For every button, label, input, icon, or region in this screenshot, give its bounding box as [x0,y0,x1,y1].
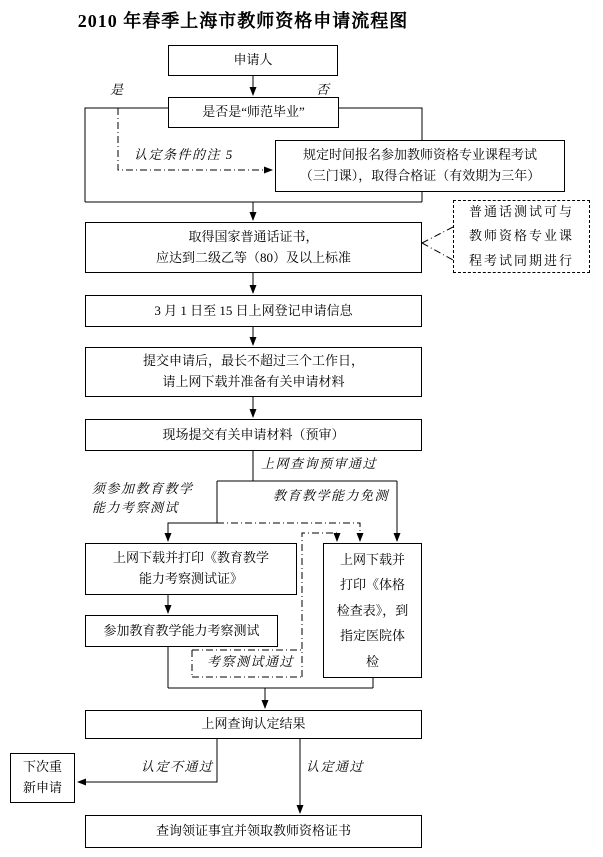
label-test-exempt: 教育教学能力免测 [273,488,390,503]
label-approved: 认定通过 [306,759,365,774]
node-onsite-submit-text: 现场提交有关申请材料（预审） [162,426,345,442]
node-check-result [85,710,422,739]
node-reapply-line1: 下次重 [22,759,62,775]
node-mandarin-cert-line1: 取得国家普通话证书， [188,228,319,244]
node-print-test-cert-line2: 能力考察测试证》 [138,571,243,586]
label-test-passed: 考察测试通过 [207,654,295,669]
node-prepare-line1: 提交申请后，最长不超过三个工作日， [142,353,364,369]
node-course-exam-line2: （三门课），取得合格证（有效期为三年） [299,168,541,183]
node-prepare-line2: 请上网下载并准备有关申请材料 [162,374,345,389]
page-title: 2010 年春季上海市教师资格申请流程图 [77,11,409,31]
note-mandarin-line2: 教师资格专业课 [468,228,574,244]
label-no: 否 [316,82,331,97]
label-must-take-test-line1: 须参加教育教学 [92,481,194,496]
label-must-take-test [92,480,194,518]
node-get-certificate [85,815,422,848]
node-online-register [85,295,422,327]
label-note5: 认定条件的注 5 [134,147,234,162]
node-reapply-line2: 新申请 [22,780,62,795]
note-mandarin-line3: 程考试同期进行 [468,252,574,268]
node-take-test [85,615,278,647]
node-check-result-text: 上网查询认定结果 [201,716,306,732]
connector-note-callout-upper [422,227,453,243]
label-must-take-test-line2: 能力考察测试 [92,499,180,515]
node-physical-line2: 打印《体格 [339,577,405,593]
node-physical-line1: 上网下载并 [339,552,405,568]
node-physical-line5: 检 [365,653,379,669]
node-print-test-cert [85,543,297,595]
note-mandarin-test [453,200,590,273]
node-print-test-cert-line1: 上网下载并打印《教育教学 [112,550,269,566]
node-physical-exam [323,543,422,678]
node-reapply [10,753,75,803]
label-yes: 是 [110,82,125,97]
node-applicant [168,45,338,76]
connector-note-callout-lower [422,243,453,260]
node-decision-text: 是否是“师范毕业” [202,104,305,120]
node-online-register-text: 3 月 1 日至 15 日上网登记申请信息 [154,302,353,318]
note-mandarin-line1: 普通话测试可与 [468,204,574,220]
node-mandarin-cert [85,222,422,273]
node-onsite-submit [85,419,422,451]
node-course-exam [275,140,565,192]
node-applicant-text: 申请人 [233,52,273,68]
node-physical-line3: 检查表》，到 [336,602,409,618]
node-physical-line4: 指定医院体 [339,628,405,644]
connector-decision-no [339,108,422,140]
label-pre-review-passed: 上网查询预审通过 [261,456,378,471]
node-decision-normal-graduate [168,97,339,128]
node-course-exam-line1: 规定时间报名参加教师资格专业课程考试 [302,147,537,163]
label-not-approved: 认定不通过 [141,759,214,774]
node-mandarin-cert-line2: 应达到二级乙等（80）及以上标准 [155,249,351,265]
node-prepare-materials [85,347,422,397]
node-get-certificate-text: 查询领证事宜并领取教师资格证书 [155,823,351,839]
node-take-test-text: 参加教育教学能力考察测试 [103,622,260,638]
connector-junction-to-physical [217,523,360,541]
